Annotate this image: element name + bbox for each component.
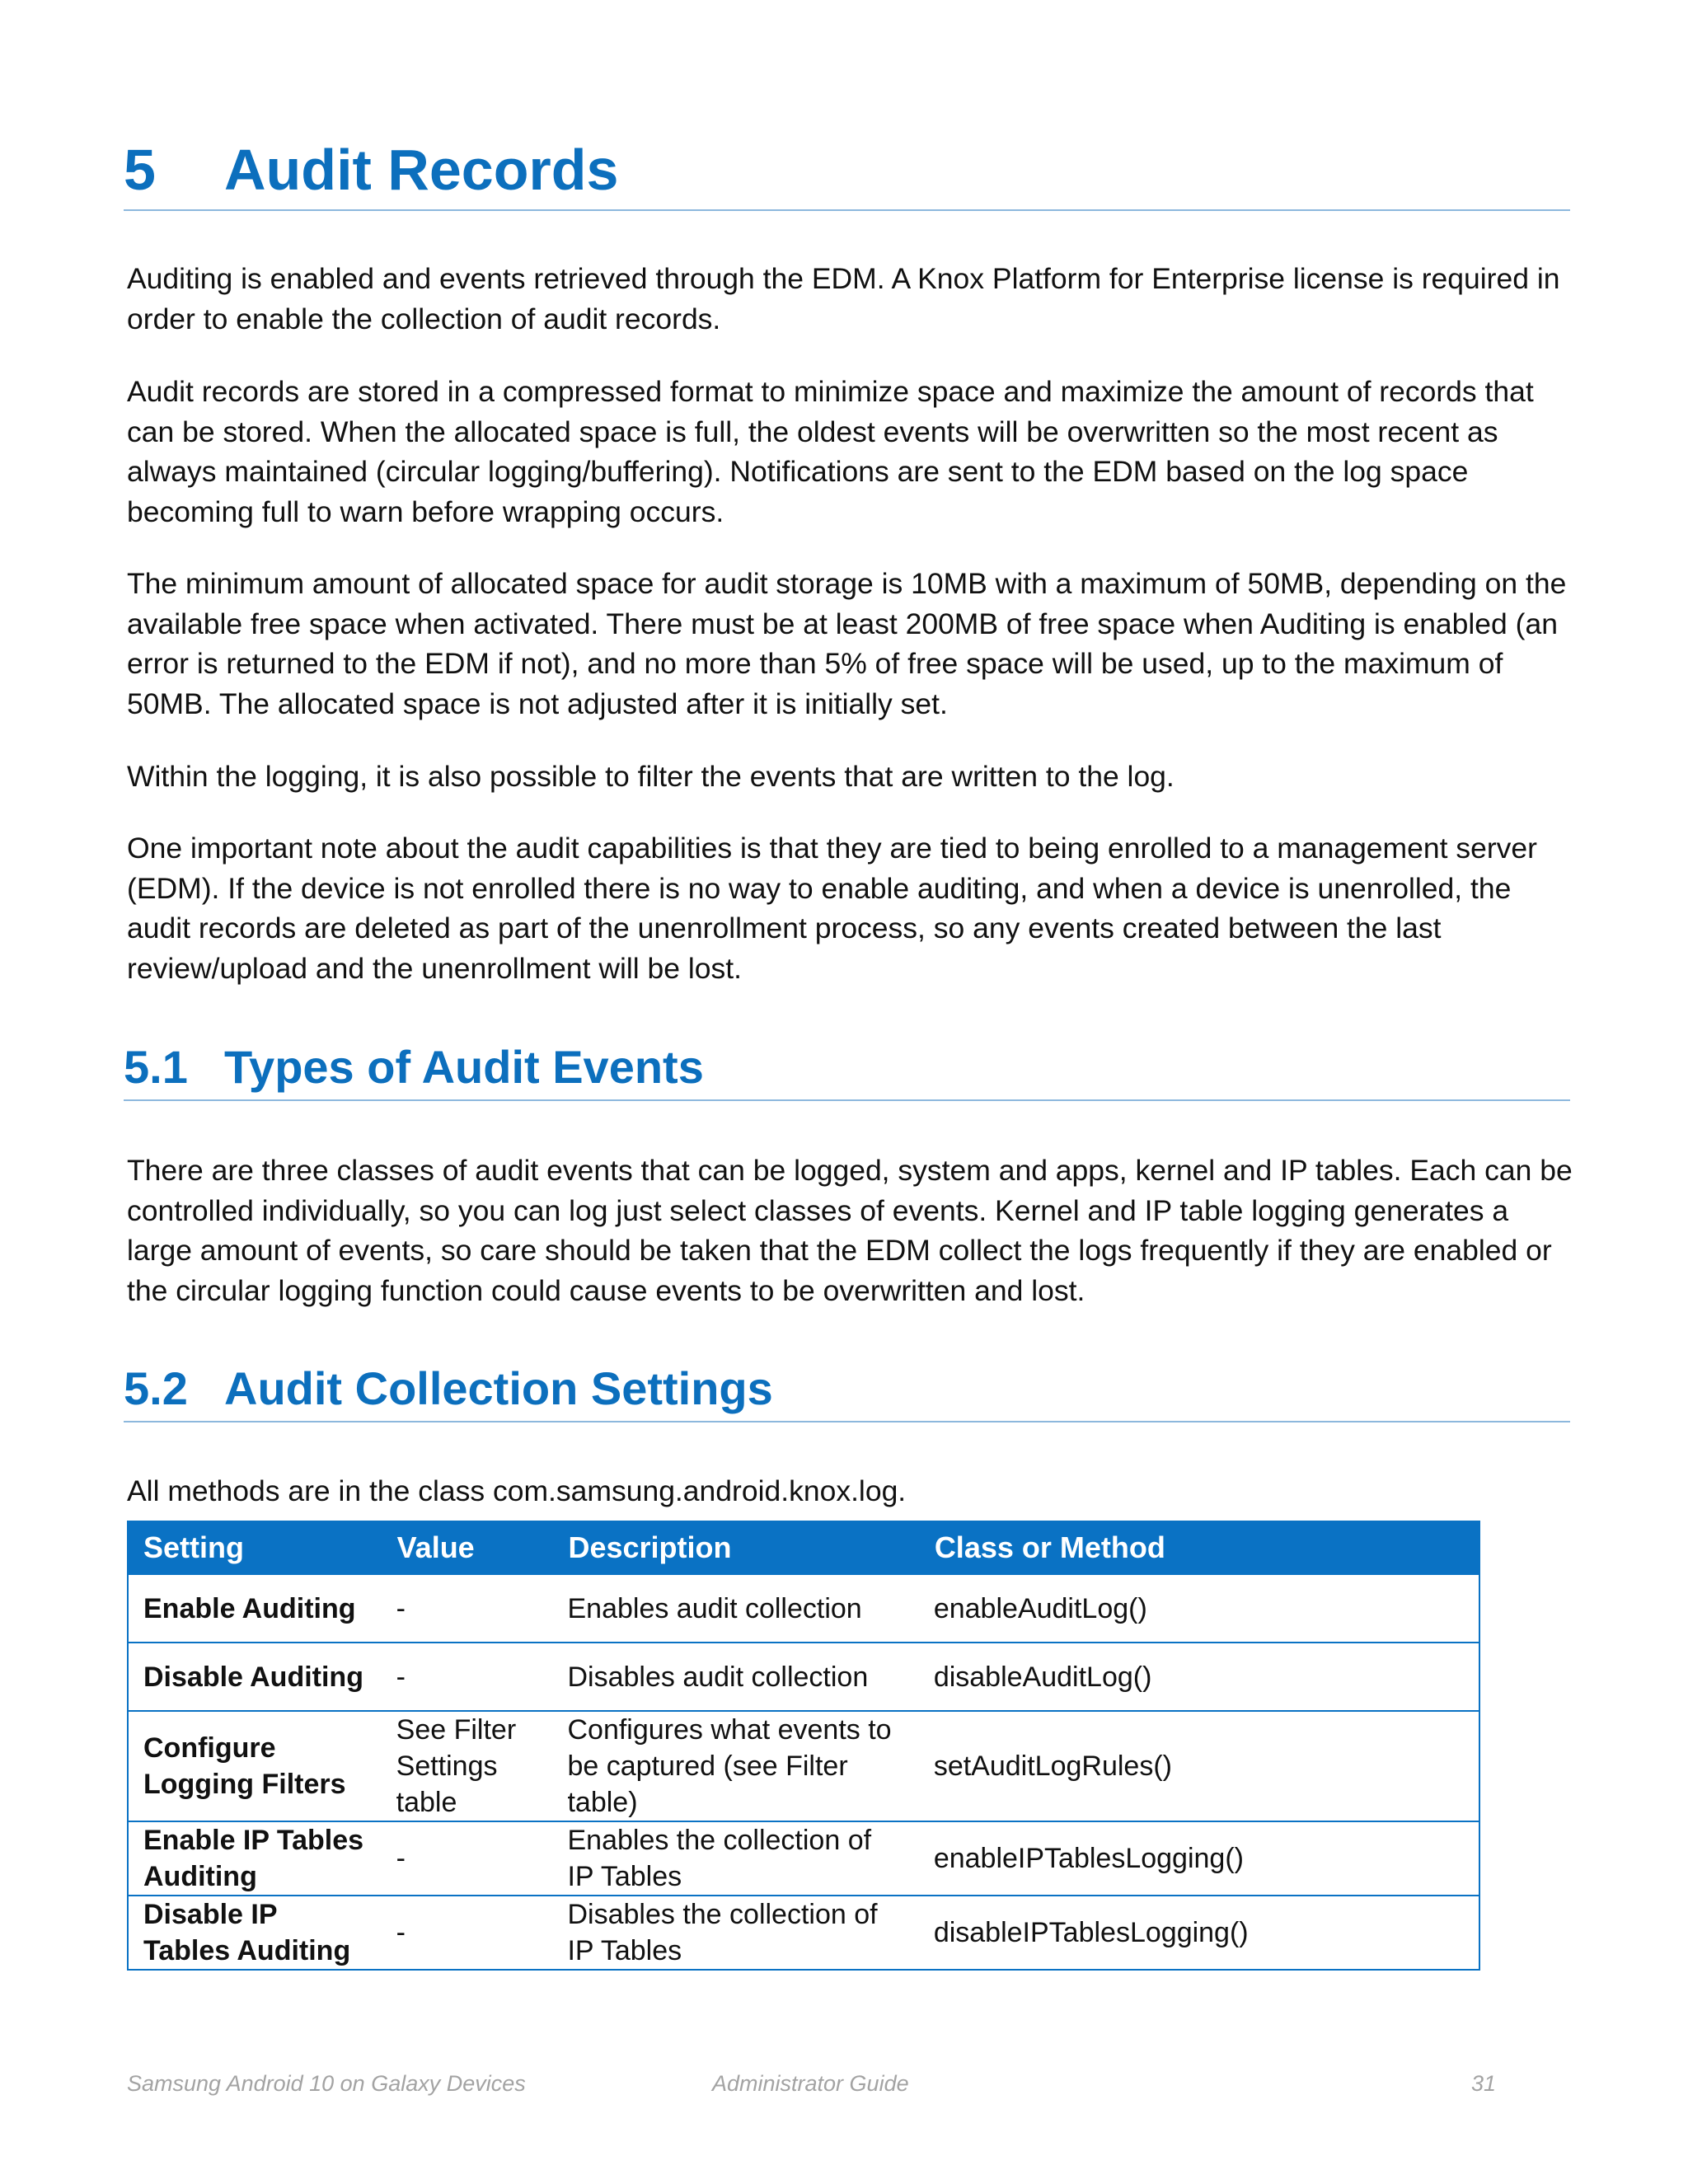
method-cell: enableAuditLog() <box>919 1574 1479 1643</box>
method-cell: disableAuditLog() <box>919 1643 1479 1711</box>
value-cell: - <box>382 1896 553 1970</box>
section-title: Audit Records <box>224 138 619 202</box>
audit-settings-table <box>127 1521 1480 1971</box>
footer-document-title: Samsung Android 10 on Galaxy Devices <box>127 2071 526 2096</box>
table-header-cell: Setting <box>128 1521 382 1574</box>
table-row <box>128 1821 1479 1896</box>
section-heading <box>124 130 1570 211</box>
paragraph-class-note: All methods are in the class com.samsung.android.knox.log. <box>127 1474 907 1507</box>
description-cell: Configures what events to be captured (see Filter table) <box>552 1711 918 1821</box>
subsection-number: 5.2 <box>124 1362 188 1414</box>
value-cell: - <box>382 1574 553 1643</box>
setting-cell: Configure Logging Filters <box>128 1711 382 1821</box>
setting-cell: Enable IP Tables Auditing <box>128 1821 382 1896</box>
value-cell: See Filter Settings table <box>382 1711 553 1821</box>
description-cell: Disables the collection of IP Tables <box>552 1896 918 1970</box>
table-header-row <box>128 1521 1479 1574</box>
subsection-heading-types <box>124 1035 1570 1101</box>
paragraph-allocated-space: The minimum amount of allocated space for audit storage is 10MB with a maximum of 50MB, depending on the available free space when activated. There must be at least 200MB of free space when Auditing is enabled (an error is returned to the EDM if not), and no more than 5% of free space will be used, up to the maximum of 50MB. The allocated space is not adjusted after it is initially set. <box>127 567 1567 720</box>
section-number: 5 <box>124 138 156 202</box>
method-cell: disableIPTablesLogging() <box>919 1896 1479 1970</box>
setting-cell: Disable Auditing <box>128 1643 382 1711</box>
table-header-cell: Class or Method <box>919 1521 1479 1574</box>
description-cell: Enables audit collection <box>552 1574 918 1643</box>
table-row <box>128 1711 1479 1821</box>
method-cell: setAuditLogRules() <box>919 1711 1479 1821</box>
table-header-cell: Value <box>382 1521 553 1574</box>
subsection-title: Audit Collection Settings <box>224 1362 773 1414</box>
paragraph-storage-format: Audit records are stored in a compressed format to minimize space and maximize the amount of records that can be stored. When the allocated space is full, the oldest events will be overwritten so the most recent as always maintained (circular logging/buffering). Notifications are sent to the EDM based on the log space becoming full to warn before wrapping occurs. <box>127 375 1534 528</box>
subsection-title: Types of Audit Events <box>224 1041 704 1093</box>
setting-cell: Disable IP Tables Auditing <box>128 1896 382 1970</box>
subsection-heading-settings <box>124 1357 1570 1422</box>
paragraph-enrollment-note: One important note about the audit capabilities is that they are tied to being enrolled to a management server (EDM). If the device is not enrolled there is no way to enable auditing, and when a device is unenrolled, the audit records are deleted as part of the unenrollment process, so any events created between the last review/upload and the unenrollment will be lost. <box>127 832 1537 985</box>
paragraph-license: Auditing is enabled and events retrieved through the EDM. A Knox Platform for Enterprise license is required in order to enable the collection of audit records. <box>127 262 1560 335</box>
setting-cell: Enable Auditing <box>128 1574 382 1643</box>
description-cell: Enables the collection of IP Tables <box>552 1821 918 1896</box>
table-row <box>128 1574 1479 1643</box>
table-row <box>128 1896 1479 1970</box>
footer-page-number: 31 <box>1471 2071 1497 2096</box>
paragraph-filtering: Within the logging, it is also possible to filter the events that are written to the log. <box>127 760 1175 793</box>
value-cell: - <box>382 1643 553 1711</box>
description-cell: Disables audit collection <box>552 1643 918 1711</box>
subsection-number: 5.1 <box>124 1041 188 1093</box>
footer-guide-name: Administrator Guide <box>712 2071 909 2096</box>
method-cell: enableIPTablesLogging() <box>919 1821 1479 1896</box>
table-header-cell: Description <box>552 1521 918 1574</box>
value-cell: - <box>382 1821 553 1896</box>
paragraph-event-classes: There are three classes of audit events that can be logged, system and apps, kernel and IP tables. Each can be controlled individually, so you can log just select classes of events. Kernel and IP table logging generates a large amount of events, so care should be taken that the EDM collect the logs frequently if they are enabled or the circular logging function could cause events to be overwritten and lost. <box>127 1154 1573 1307</box>
table-row <box>128 1643 1479 1711</box>
